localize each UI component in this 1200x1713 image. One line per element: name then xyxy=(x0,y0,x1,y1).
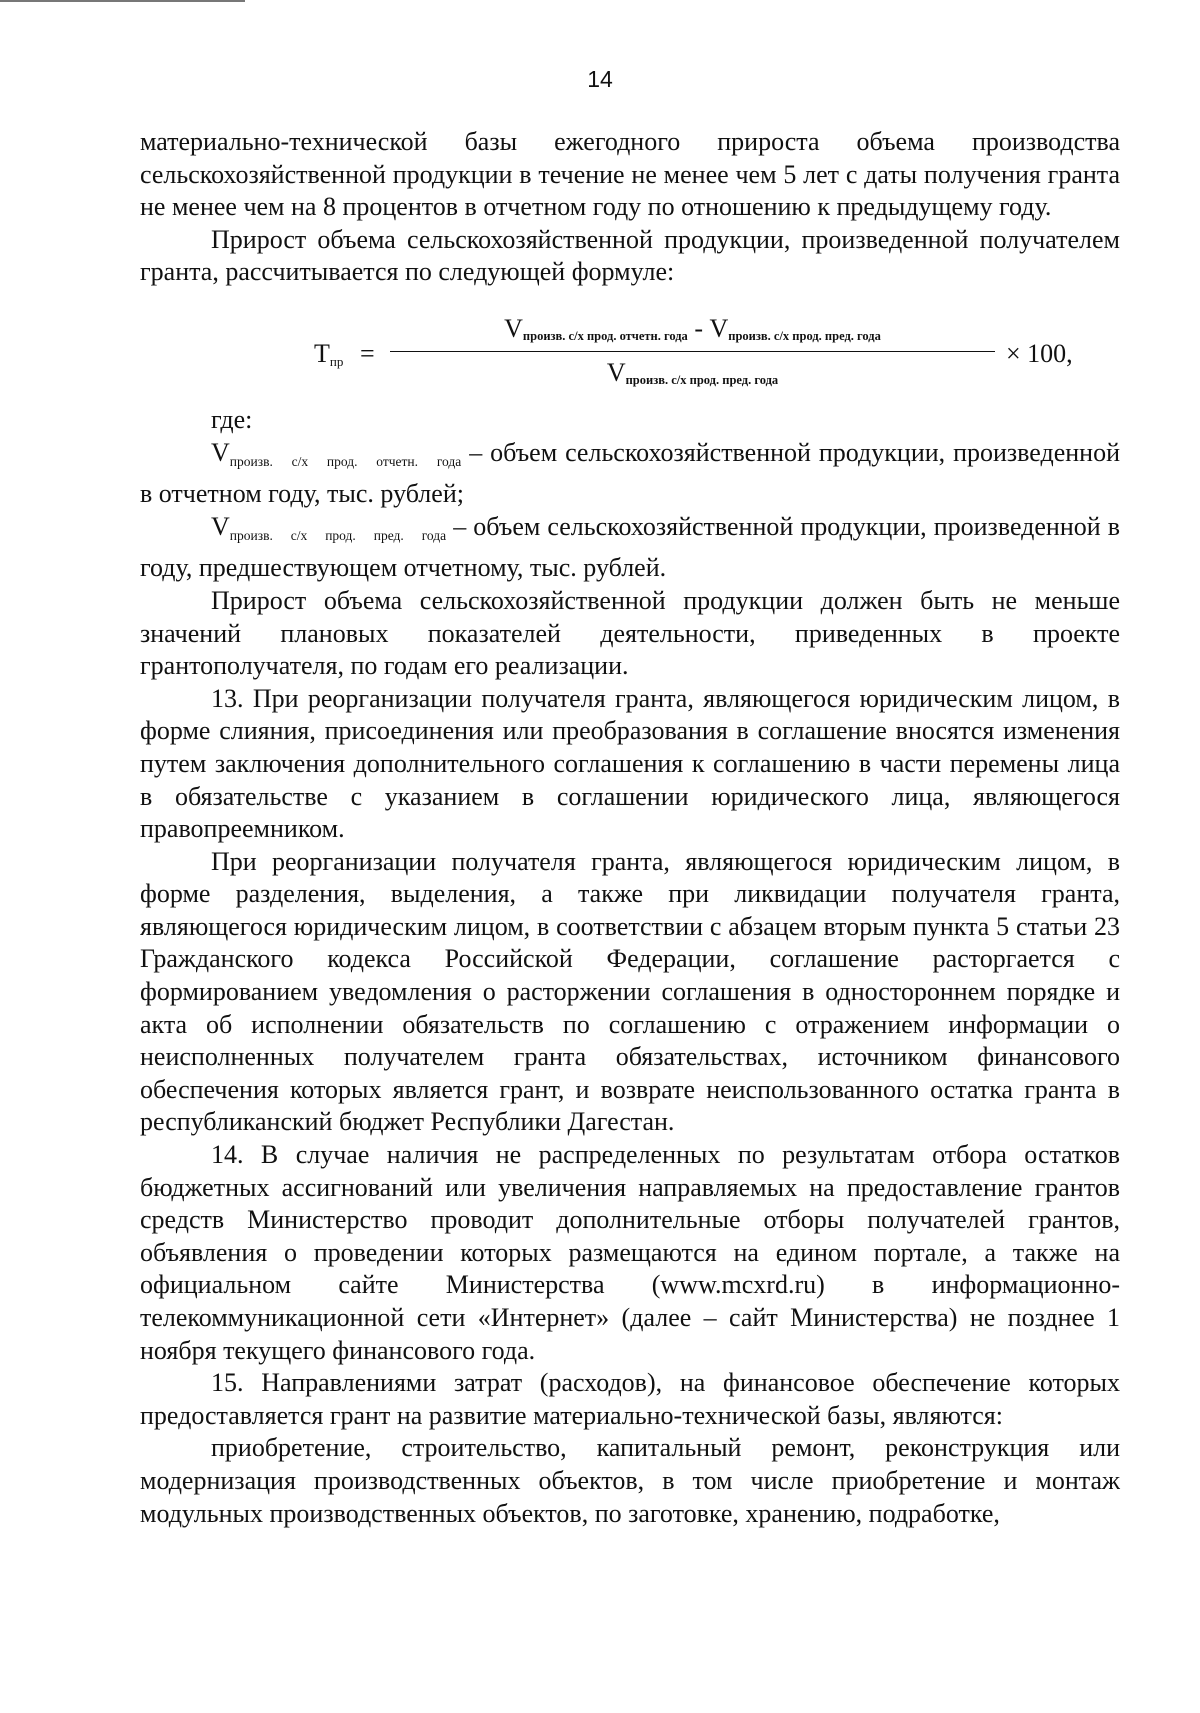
scan-top-edge xyxy=(0,0,245,2)
paragraph-13-liquidation: При реорганизации получателя гранта, являющегося юридическим лицом, в форме разделения, выделения, а также при ликвидации получателя гранта, являющегося юридическим лицом, в соответствии с абзацем вторым пункта 5 статьи 23 Гражданского кодекса Российской Федерации, соглашение расторгается с формированием уведомления о расторжении соглашения в одностороннем порядке и акта об исполнении обязательств по соглашению с отражением информации о неисполненных получателем гранта обязательствах, источником финансового обеспечения которых является грант, и возврате неиспользованного остатка гранта в республиканский бюджет Республики Дагестан. xyxy=(140,846,1120,1137)
formula-denominator: $V_{произв. с/х прод. пред. года}$ xyxy=(606,357,779,387)
document-body xyxy=(140,126,1120,1530)
definition-current-year: Vпроизв. с/х прод. отчетн. года – объем сельскохозяйственной продукции, произведенной в отчетном году, тыс. рублей; xyxy=(140,437,1121,509)
paragraph-continuation: материально-технической базы ежегодного прироста объема производства сельскохозяйственной продукции в течение не менее чем 5 лет с даты получения гранта не менее чем на 8 процентов в отчетном году по отношению к предыдущему году. xyxy=(140,127,1120,222)
paragraph-14: 14. В случае наличия не распределенных по результатам отбора остатков бюджетных ассигнований или увеличения направляемых на предоставление грантов средств Министерство проводит дополнительные отборы получателей грантов, объявления о проведении которых размещаются на едином портале, а также на официальном сайте Министерства (www.mcxrd.ru) в информационно-телекоммуникационной сети «Интернет» (далее – сайт Министерства) не позднее 1 ноября текущего финансового года. xyxy=(140,1140,1120,1365)
paragraph-formula-intro: Прирост объема сельскохозяйственной продукции, произведенной получателем гранта, рассчитывается по следующей формуле: xyxy=(140,224,1120,287)
paragraph-growth-requirement: Прирост объема сельскохозяйственной продукции должен быть не меньше значений плановых показателей деятельности, приведенных в проекте грантополучателя, по годам его реализации. xyxy=(140,585,1120,681)
paragraph-15: 15. Направлениями затрат (расходов), на финансовое обеспечение которых предоставляется грант на развитие материально-технической базы, являются: xyxy=(140,1368,1120,1430)
definition-previous-year: Vпроизв. с/х прод. пред. года – объем сельскохозяйственной продукции, произведенной в году, предшествующем отчетному, тыс. рублей. xyxy=(140,511,1121,583)
paragraph-15-acquisition: приобретение, строительство, капитальный ремонт, реконструкция или модернизация производственных объектов, в том числе приобретение и монтаж модульных производственных объектов, по заготовке, хранению, подработке, xyxy=(140,1433,1120,1528)
formula-numerator: $V_{произв. с/х прод. отчетн. года} - V_{произв. с/х прод. пред. года}$ xyxy=(504,313,881,343)
page-number: 14 xyxy=(587,66,613,92)
growth-formula xyxy=(140,313,1120,398)
formula-lhs: Tпр xyxy=(314,338,344,369)
formula-equals: = xyxy=(360,338,375,368)
formula-multiplier: × 100, xyxy=(1006,338,1073,368)
where-label: где: xyxy=(211,404,253,434)
fraction-bar xyxy=(390,351,995,352)
paragraph-13: 13. При реорганизации получателя гранта, являющегося юридическим лицом, в форме слияния, присоединения или преобразования в соглашение вносятся изменения путем заключения дополнительного соглашения к соглашению в части перемены лица в обязательстве с указанием в соглашении юридического лица, являющегося правопреемником. xyxy=(140,683,1120,844)
